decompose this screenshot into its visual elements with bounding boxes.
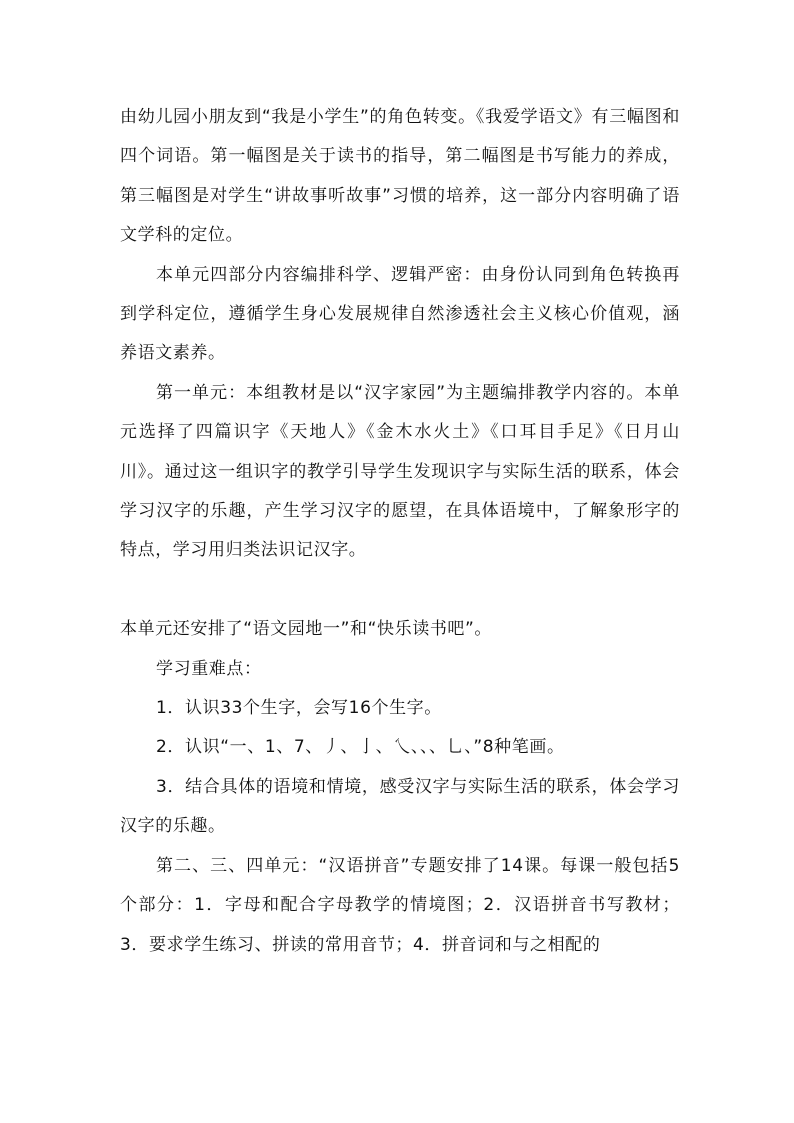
- paragraph-unit-structure: 本单元四部分内容编排科学、逻辑严密：由身份认同到角色转换再到学科定位，遵循学生身心发展规律自然渗透社会主义核心价值观，涵养语文素养。: [120, 264, 680, 364]
- list-item-3: 3．结合具体的语境和情境，感受汉字与实际生活的联系，体会学习汉字的乐趣。: [120, 776, 680, 837]
- list-item-2: 2．认识“一、1、7、丿、亅、乀、、、乚、”8种笔画。: [156, 737, 565, 758]
- paragraph-unit-one: 第一单元：本组教材是以“汉字家园”为主题编排教学内容的。本单元选择了四篇识字《天地人》《金木水火土》《口耳目手足》《日月山川》。通过这一组识字的教学引导学生发现识字与实际生活的联系，体会学习汉字的乐趣，产生学习汉字的愿望，在具体语境中，了解象形字的特点，学习用归类法识记汉字。: [120, 382, 680, 561]
- heading-key-points: 学习重难点：: [156, 658, 262, 679]
- paragraph-pinyin-units: 第二、三、四单元：“汉语拼音”专题安排了14课。每课一般包括5个部分：1．字母和配合字母教学的情境图；2．汉语拼音书写教材；3．要求学生练习、拼读的常用音节；4．拼音词和与之相配的: [120, 855, 680, 955]
- list-item-1: 1．认识33个生字，会写16个生字。: [156, 698, 442, 719]
- paragraph-role-transition: 由幼儿园小朋友到“我是小学生”的角色转变。《我爱学语文》有三幅图和四个词语。第一幅图是关于读书的指导，第二幅图是书写能力的养成，第三幅图是对学生“讲故事听故事”习惯的培养，这一部分内容明确了语文学科的定位。: [120, 107, 680, 246]
- blank-line: [120, 571, 680, 610]
- paragraph-unit-extras: 本单元还安排了“语文园地一”和“快乐读书吧”。: [120, 619, 493, 640]
- document-body: [120, 98, 680, 965]
